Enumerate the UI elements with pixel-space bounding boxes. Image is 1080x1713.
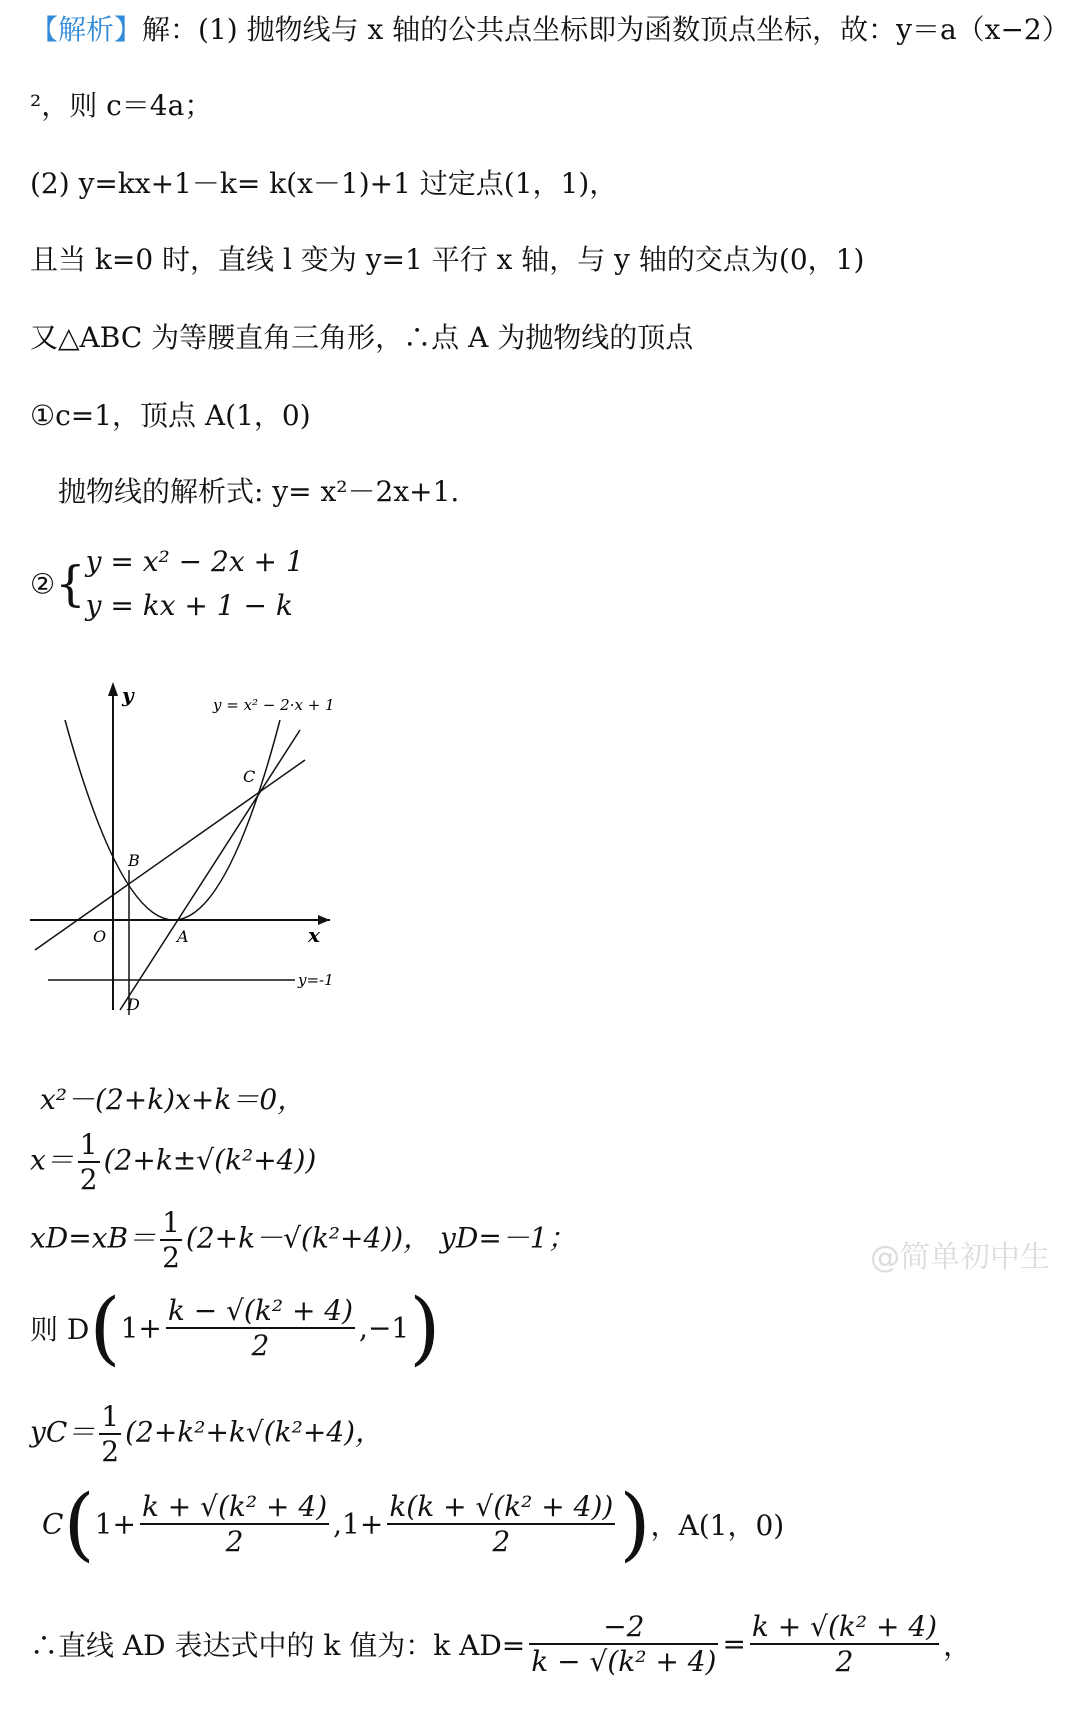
equation-7: ∴直线 AD 表达式中的 k 值为：k AD= $\frac{-2}{\text{k − √(k² + 4)}}$ = $\frac{\text{k + √(k² + 4)}}{2}$ ， <box>30 1610 972 1678</box>
graph-curve-label: y = x² − 2·x + 1 <box>213 696 335 714</box>
line-1-text: 解：(1) 抛物线与 x 轴的公共点坐标即为函数顶点坐标，故：y＝a（x−2） <box>142 13 1070 46</box>
line-bc <box>35 760 305 950</box>
line-5: 又△ABC 为等腰直角三角形，∴点 A 为抛物线的顶点 <box>30 321 694 354</box>
system-brace: { <box>55 556 86 612</box>
system-eq-1: y = x² − 2x + 1 <box>85 545 304 578</box>
line-adc <box>120 730 300 1010</box>
graph-yline-label: y=-1 <box>298 971 334 989</box>
fraction-half: $\frac{1}{2}$ <box>79 1128 98 1196</box>
graph-xlabel: x <box>308 923 320 947</box>
equation-system <box>30 540 304 628</box>
fraction-d-x: $\frac{\text{k − √(k² + 4)}}{2}$ <box>167 1294 354 1362</box>
line-1 <box>30 8 1070 48</box>
analysis-tag: 【解析】 <box>30 13 143 46</box>
line-7: 抛物线的解析式: y= x²－2x+1. <box>58 475 460 508</box>
graph-point-d-label: D <box>127 995 140 1014</box>
system-eq-2: y = kx + 1 − k <box>85 589 293 622</box>
graph-point-b-label: B <box>128 851 140 870</box>
fraction-kad-2: $\frac{\text{k + √(k² + 4)}}{2}$ <box>751 1610 938 1678</box>
line-3: (2) y=kx+1－k= k(x－1)+1 过定点(1，1)， <box>30 167 618 200</box>
graph-origin-label: O <box>93 927 107 946</box>
fraction-c-y: $\frac{\text{k(k + √(k² + 4))}}{2}$ <box>389 1490 614 1558</box>
equation-4: 则 D(1+ $\frac{\text{k − √(k² + 4)}}{2}$ ,−1) <box>30 1281 441 1374</box>
graph-ylabel: y <box>122 683 134 707</box>
fraction-half: $\frac{1}{2}$ <box>162 1206 180 1274</box>
equation-1: x²－(2+k)x+k＝0， <box>40 1083 306 1116</box>
fraction-half: $\frac{1}{2}$ <box>101 1400 120 1468</box>
line-2: ²，则 c＝4a； <box>30 89 213 122</box>
graph-point-c-label: C <box>243 767 256 786</box>
fraction-kad-1: $\frac{-2}{\text{k − √(k² + 4)}}$ <box>531 1610 717 1678</box>
fraction-c-x: $\frac{\text{k + √(k² + 4)}}{2}$ <box>141 1490 328 1558</box>
circle-2-mark: ② <box>30 567 56 601</box>
line-4: 且当 k=0 时，直线 l 变为 y=1 平行 x 轴，与 y 轴的交点为(0，1) <box>30 243 865 276</box>
line-6: ①c=1，顶点 A(1，0) <box>30 399 311 432</box>
parabola-curve <box>65 720 280 920</box>
equation-5: yC＝ $\frac{1}{2}$ (2+k²+k√(k²+4)， <box>30 1400 384 1468</box>
equation-2: x＝ $\frac{1}{2}$ (2+k±√(k²+4)) <box>30 1128 317 1196</box>
y-axis-arrow-icon <box>108 682 118 696</box>
equation-3: xD=xB＝ $\frac{1}{2}$ (2+k－√(k²+4))， yD=－1； <box>30 1206 576 1274</box>
watermark: @简单初中生 <box>870 1240 1050 1275</box>
graph-point-a-label: A <box>177 927 189 946</box>
function-graph <box>30 680 350 1020</box>
equation-6: C(1+ $\frac{\text{k + √(k² + 4)}}{2}$ ,1+ $\frac{\text{k(k + √(k² + 4))}}{2}$ )，A(1，0) <box>42 1477 785 1570</box>
